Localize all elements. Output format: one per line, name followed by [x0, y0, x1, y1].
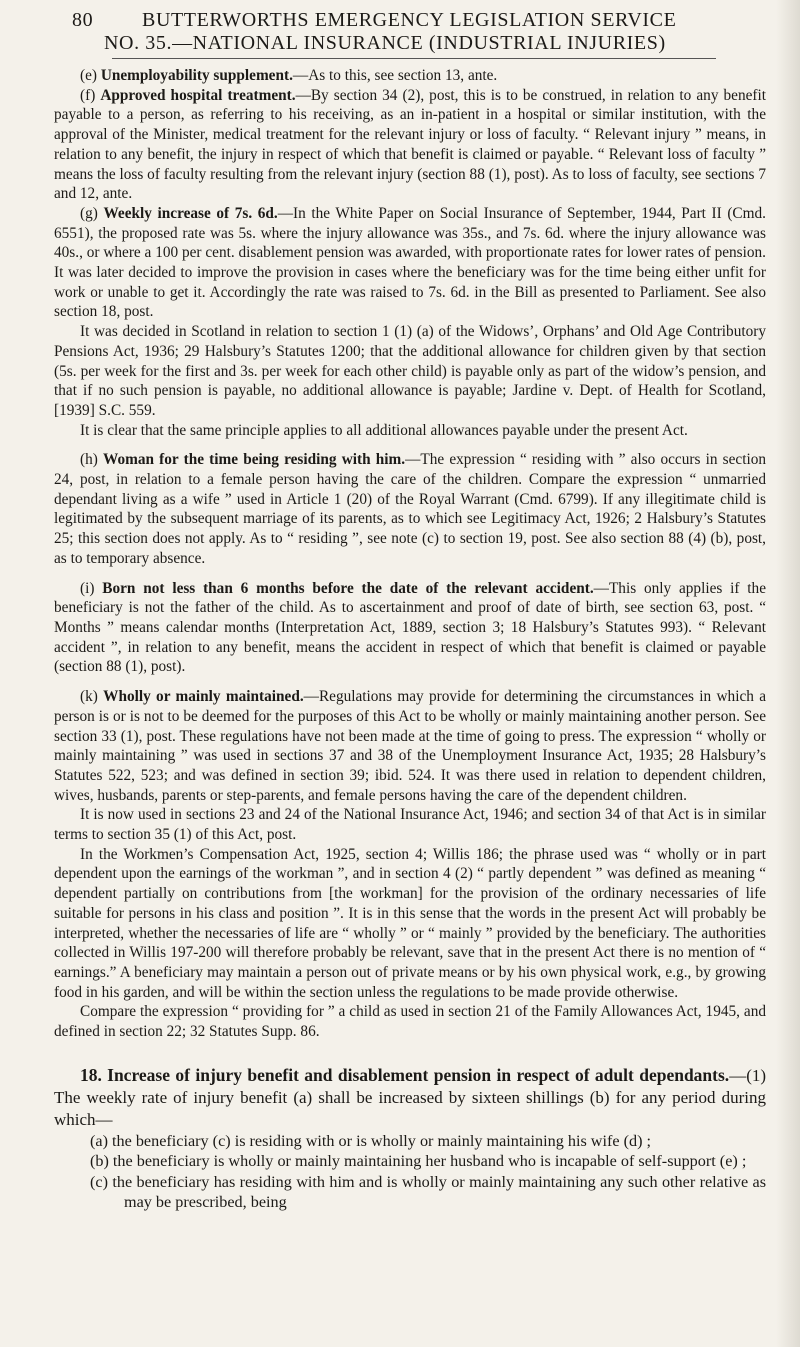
note-h — [54, 450, 766, 568]
note-k-para-2: It is now used in sections 23 and 24 of the National Insurance Act, 1946; and section 34 of that Act is in similar terms to section 35 (1) of this Act, post. — [54, 806, 766, 844]
note-heading: Woman for the time being residing with him. — [103, 451, 406, 469]
section-text: —(1) The weekly rate of injury benefit (a) shall be increased by sixteen shillings (b) for any period during which— — [54, 1065, 767, 1129]
header-line-1 — [72, 8, 772, 32]
section-heading: Increase of injury benefit and disablement pension in respect of adult dependants. — [107, 1064, 730, 1085]
note-heading: Wholly or mainly maintained. — [103, 688, 304, 706]
header-rule — [112, 58, 716, 59]
page-number: 80 — [72, 9, 94, 31]
list-item — [90, 1172, 766, 1213]
page-edge-shadow — [776, 0, 800, 1347]
note-k — [54, 687, 766, 805]
section-18-list — [90, 1131, 766, 1213]
note-i — [54, 579, 766, 678]
note-heading: Approved hospital treatment. — [100, 86, 296, 104]
note-g-para-2: It was decided in Scotland in relation to section 1 (1) (a) of the Widows’, Orphans’ and Old Age Contributory Pensions Act, 1936; 29 Halsbury’s Statutes 1200; that the additional allowance for children given by that section (5s. per week for the first and 3s. per week for each other child) is payable only as part of the widow’s pension, and that if no such pension is payable, no additional allowance is payable; Jardine v. Dept. of Health for Scotland, [1939] S.C. 559. — [54, 323, 766, 419]
list-item-label: (a) — [90, 1131, 108, 1150]
note-label: (f) — [80, 86, 96, 104]
note-text: —Regulations may provide for determining the circumstances in which a person is or is not to be deemed for the purposes of this Act to be wholly or mainly maintaining another person. See section 33 (1), post. These regulations have not been made at the time of going to press. The expression “ wholly or mainly maintaining ” was used in sections 37 and 38 of the Unemployment Insurance Act, 1935; 28 Halsbury’s Statutes 522, 523; and was defined in section 39; ibid. 524. It was there used in relation to dependent children, wives, husbands, parents or step-parents, and female persons having the care of the dependent children. — [54, 688, 766, 804]
note-text: —This only applies if the beneficiary is not the father of the child. As to ascertainment and proof of date of birth, see section 63, post. “ Months ” means calendar months (Interpretation Act, 1889, section 3; 18 Halsbury’s Statutes 993). “ Relevant accident ”, in relation to any benefit, means the accident in respect of which that benefit is claimed or payable (section 88 (1), post). — [54, 579, 766, 676]
note-label: (k) — [80, 688, 98, 706]
note-k-para-4: Compare the expression “ providing for ” a child as used in section 21 of the Family Allowances Act, 1945, and defined in section 22; 32 Statutes Supp. 86. — [54, 1003, 766, 1041]
running-header — [72, 8, 772, 54]
note-label: (i) — [80, 579, 95, 597]
note-e — [54, 66, 766, 86]
note-heading: Unemployability supplement. — [100, 67, 293, 84]
list-item — [90, 1151, 766, 1172]
note-g — [54, 204, 766, 322]
note-heading: Born not less than 6 months before the date of the relevant accident. — [102, 579, 594, 597]
page-body — [54, 66, 766, 1213]
list-item-text: the beneficiary has residing with him and is wholly or mainly maintaining any such other relative as may be prescribed, being — [112, 1172, 766, 1212]
series-title: BUTTERWORTHS EMERGENCY LEGISLATION SERVICE — [142, 9, 677, 31]
list-item-label: (b) — [90, 1152, 109, 1171]
note-label: (g) — [80, 204, 98, 222]
list-item — [90, 1131, 766, 1152]
list-item-label: (c) — [90, 1172, 108, 1191]
note-label: (h) — [80, 451, 98, 469]
act-title: NO. 35.—NATIONAL INSURANCE (INDUSTRIAL INJURIES) — [104, 32, 666, 54]
note-text: —As to this, see section 13, ante. — [292, 67, 498, 84]
list-item-text: the beneficiary (c) is residing with or is wholly or mainly maintaining his wife (d) ; — [112, 1131, 652, 1150]
list-item-text: the beneficiary is wholly or mainly maintaining her husband who is incapable of self-support (e) ; — [112, 1152, 747, 1171]
note-k-para-3: In the Workmen’s Compensation Act, 1925, section 4; Willis 186; the phrase used was “ wholly or in part dependent upon the earnings of the workman ”, and in section 4 (2) “ partly dependent ” was defined as meaning “ dependent partially on contributions from [the workman] for the provision of the ordinary necessaries of life suitable for persons in his class and position ”. It is in this sense that the words in the present Act will probably be interpreted, whether the necessaries of life are “ wholly ” or “ mainly ” provided by the beneficiary. The authorities collected in Willis 197-200 will therefore probably be relevant, save that in the present Act there is no mention of “ earnings.” A beneficiary may maintain a person out of private means or by his own physical work, e.g., by growing food in his garden, and will be within the section unless the regulations to be made provide otherwise. — [54, 845, 766, 1001]
note-text: —In the White Paper on Social Insurance of September, 1944, Part II (Cmd. 6551), the proposed rate was 5s. where the injury allowance was 35s., and 7s. 6d. where the injury allowance was 40s., or where a 100 per cent. disablement pension was awarded, with proportionate rates for lower rates of pension. It was later decided to improve the provision in cases where the beneficiary was for the time being either unfit for work or unable to get it. Accordingly the rate was raised to 7s. 6d. in the Bill as presented to Parliament. See also section 18, post. — [54, 204, 767, 321]
note-text: —The expression “ residing with ” also occurs in section 24, post, in relation to a female person having the care of the children. Compare the expression “ unmarried dependant living as a wife ” used in Article 1 (20) of the Royal Warrant (Cmd. 6799). If any illegitimate child is legitimated by the subsequent marriage of its parents, as to which see Legitimacy Act, 1926; 2 Halsbury’s Statutes 25; this section does not apply. As to “ residing ”, see note (c) to section 19, post. See also section 88 (4) (b), post, as to temporary absence. — [54, 451, 766, 567]
note-label: (e) — [80, 67, 97, 84]
note-f — [54, 86, 766, 204]
section-number: 18. — [80, 1064, 102, 1085]
note-heading: Weekly increase of 7s. 6d. — [103, 204, 278, 222]
note-g-para-3: It is clear that the same principle applies to all additional allowances payable under the present Act. — [80, 421, 688, 439]
section-18 — [54, 1064, 766, 1131]
note-text: —By section 34 (2), post, this is to be construed, in relation to any benefit payable to a person, as referring to his receiving, as an in-patient in a hospital or similar institution, with the approval of the Minister, medical treatment for the relevant injury or loss of faculty. “ Relevant injury ” means, in relation to any benefit, the injury in respect of which that benefit is claimed or payable. “ Relevant loss of faculty ” means the loss of faculty resulting from the relevant injury (section 88 (1), post). As to loss of faculty, see sections 7 and 12, ante. — [54, 86, 766, 203]
